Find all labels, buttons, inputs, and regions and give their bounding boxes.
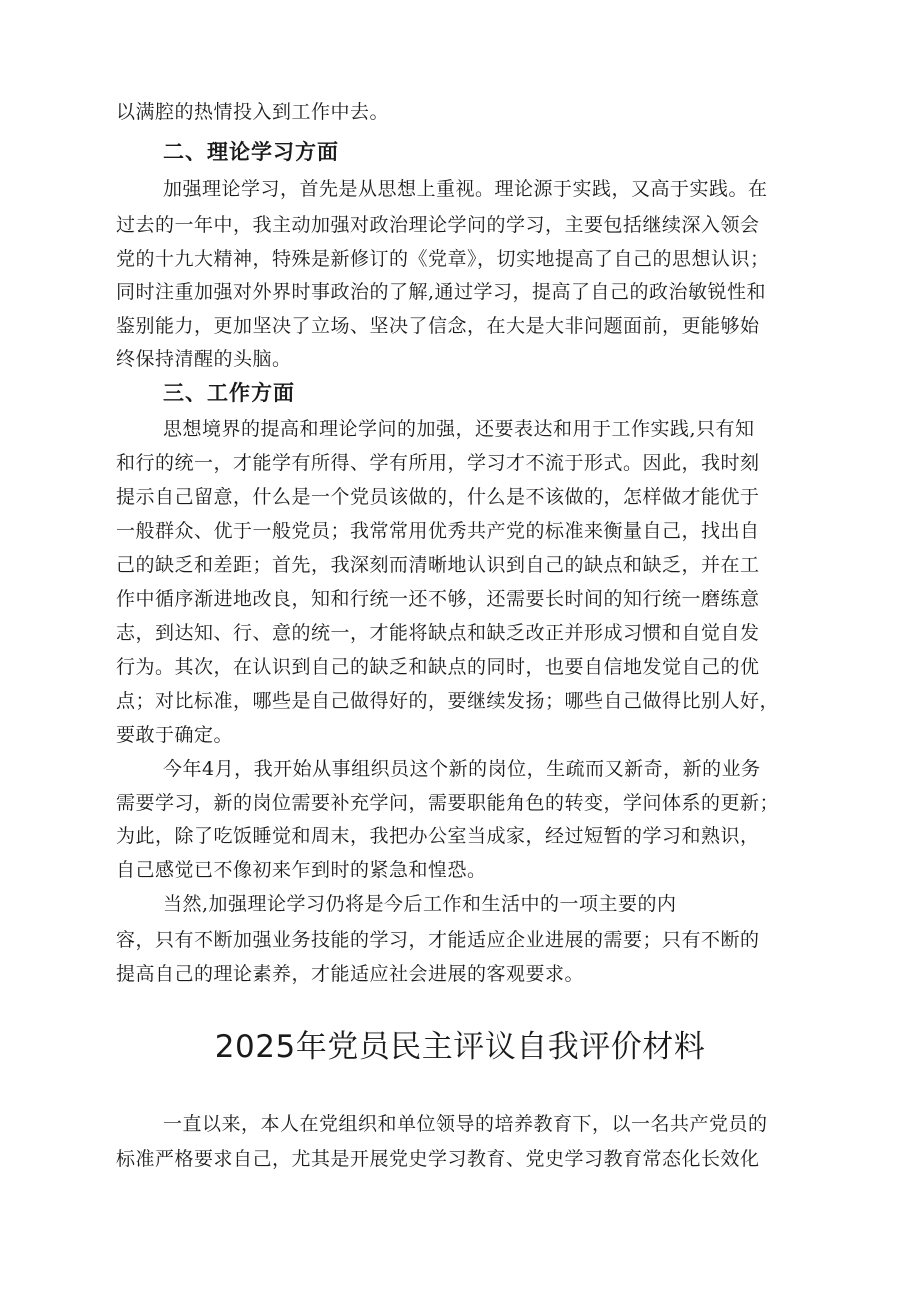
paragraph-line: 为此，除了吃饭睡觉和周末，我把办公室当成家，经过短暂的学习和熟识，: [116, 825, 760, 847]
section-heading-work: 三、工作方面: [163, 381, 295, 405]
paragraph-line: 思想境界的提高和理论学问的加强，还要表达和用于工作实践,只有知: [163, 418, 755, 440]
paragraph-line: 点；对比标准，哪些是自己做得好的，要继续发扬；哪些自己做得比别人好，: [116, 690, 780, 712]
paragraph-line: 提示自己留意，什么是一个党员该做的，什么是不该做的，怎样做才能优于: [116, 486, 760, 508]
paragraph-line: 容，只有不断加强业务技能的学习，才能适应企业进展的需要；只有不断的: [116, 929, 760, 951]
paragraph-line: 志，到达知、行、意的统一，才能将缺点和缺乏改正并形成习惯和自觉自发: [116, 622, 760, 644]
paragraph-line: 今年4月，我开始从事组织员这个新的岗位，生疏而又新奇，新的业务: [163, 758, 761, 780]
paragraph-line: 终保持清醒的头脑。: [116, 348, 292, 370]
paragraph-line: 加强理论学习，首先是从思想上重视。理论源于实践，又高于实践。在: [163, 178, 768, 200]
paragraph-line: 需要学习，新的岗位需要补充学问，需要职能角色的转变，学问体系的更新；: [116, 792, 780, 814]
paragraph-line: 行为。其次，在认识到自己的缺乏和缺点的同时，也要自信地发觉自己的优: [116, 656, 760, 678]
paragraph-line: 以满腔的热情投入到工作中去。: [116, 101, 390, 123]
paragraph-line: 要敢于确定。: [116, 724, 234, 746]
paragraph-line: 党的十九大精神，特殊是新修订的《党章》，切实地提高了自己的思想认识；: [116, 248, 770, 270]
paragraph-line: 自己感觉已不像初来乍到时的紧急和惶恐。: [116, 859, 487, 881]
document-title: 2025年党员民主评议自我评价材料: [214, 1029, 706, 1065]
paragraph-line: 过去的一年中，我主动加强对政治理论学问的学习，主要包括继续深入领会: [116, 214, 760, 236]
paragraph-line: 一般群众、优于一般党员；我常常用优秀共产党的标准来衡量自己，找出自: [116, 520, 760, 542]
paragraph-line: 当然,加强理论学习仍将是今后工作和生活中的一项主要的内: [163, 893, 677, 915]
paragraph-line: 和行的统一，才能学有所得、学有所用，学习才不流于形式。因此，我时刻: [116, 452, 760, 474]
paragraph-line: 鉴别能力，更加坚决了立场、坚决了信念，在大是大非问题面前，更能够始: [116, 315, 760, 337]
paragraph-line: 提高自己的理论素养，才能适应社会进展的客观要求。: [116, 963, 585, 985]
paragraph-line: 一直以来，本人在党组织和单位领导的培养教育下，以一名共产党员的: [163, 1113, 768, 1135]
paragraph-line: 标准严格要求自己，尤其是开展党史学习教育、党史学习教育常态化长效化: [116, 1148, 760, 1170]
section-heading-theory: 二、理论学习方面: [163, 140, 339, 164]
paragraph-line: 作中循序渐进地改良，知和行统一还不够，还需要长时间的知行统一磨练意: [116, 588, 760, 610]
paragraph-line: 同时注重加强对外界时事政治的了解,通过学习，提高了自己的政治敏锐性和: [116, 281, 767, 303]
paragraph-line: 己的缺乏和差距；首先，我深刻而清晰地认识到自己的缺点和缺乏，并在工: [116, 554, 760, 576]
